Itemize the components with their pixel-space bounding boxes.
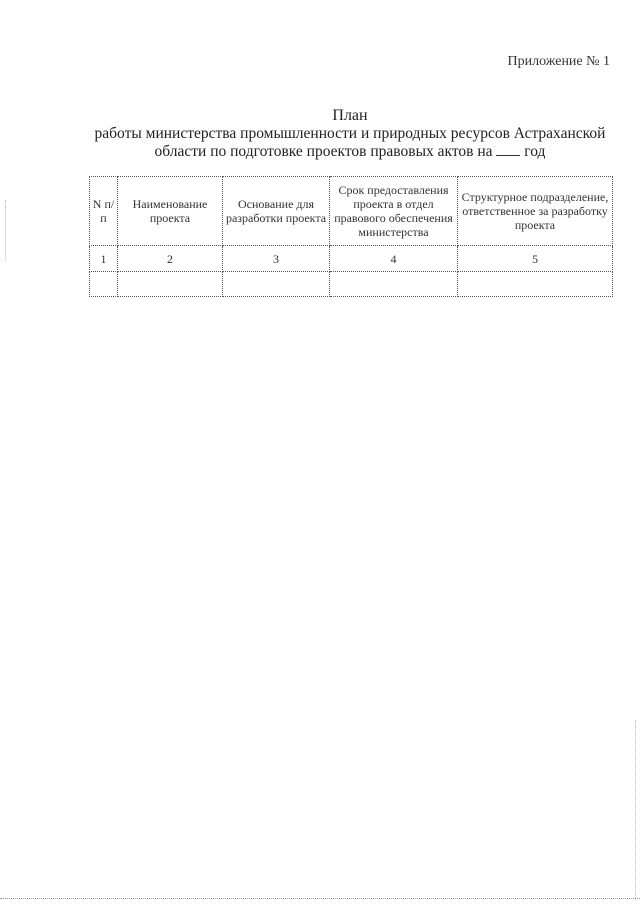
title-block	[90, 107, 610, 161]
empty-cell	[223, 272, 330, 297]
empty-cell	[118, 272, 223, 297]
table-row-column-numbers	[90, 246, 613, 272]
empty-cell	[330, 272, 458, 297]
column-number-cell: 3	[223, 246, 330, 272]
title-line-2-text: области по подготовке проектов правовых актов на	[154, 143, 493, 160]
empty-cell	[90, 272, 118, 297]
table-header-row	[90, 177, 613, 246]
column-number-cell: 2	[118, 246, 223, 272]
plan-table	[89, 176, 613, 297]
year-blank	[496, 143, 520, 156]
title-line-1: работы министерства промышленности и природных ресурсов Астраханской	[94, 125, 606, 142]
table-row-empty	[90, 272, 613, 297]
column-number-cell: 1	[90, 246, 118, 272]
header-cell-deadline: Срок предоставления проекта в отдел правового обеспечения министерства	[330, 177, 458, 246]
header-cell-name: Наименование проекта	[118, 177, 223, 246]
title-line-2-year: год	[524, 143, 546, 160]
header-cell-number: N п/п	[90, 177, 118, 246]
empty-cell	[458, 272, 613, 297]
title-line-2	[90, 143, 610, 161]
scan-bottom-edge	[0, 898, 640, 899]
column-number-cell: 4	[330, 246, 458, 272]
appendix-label: Приложение № 1	[507, 54, 610, 69]
document-title: План	[332, 107, 368, 124]
scan-mark-left	[5, 200, 7, 260]
header-cell-department: Структурное подразделение, ответственное за разработку проекта	[458, 177, 613, 246]
column-number-cell: 5	[458, 246, 613, 272]
scan-mark-right	[635, 720, 637, 900]
header-cell-basis: Основание для разработки проекта	[223, 177, 330, 246]
